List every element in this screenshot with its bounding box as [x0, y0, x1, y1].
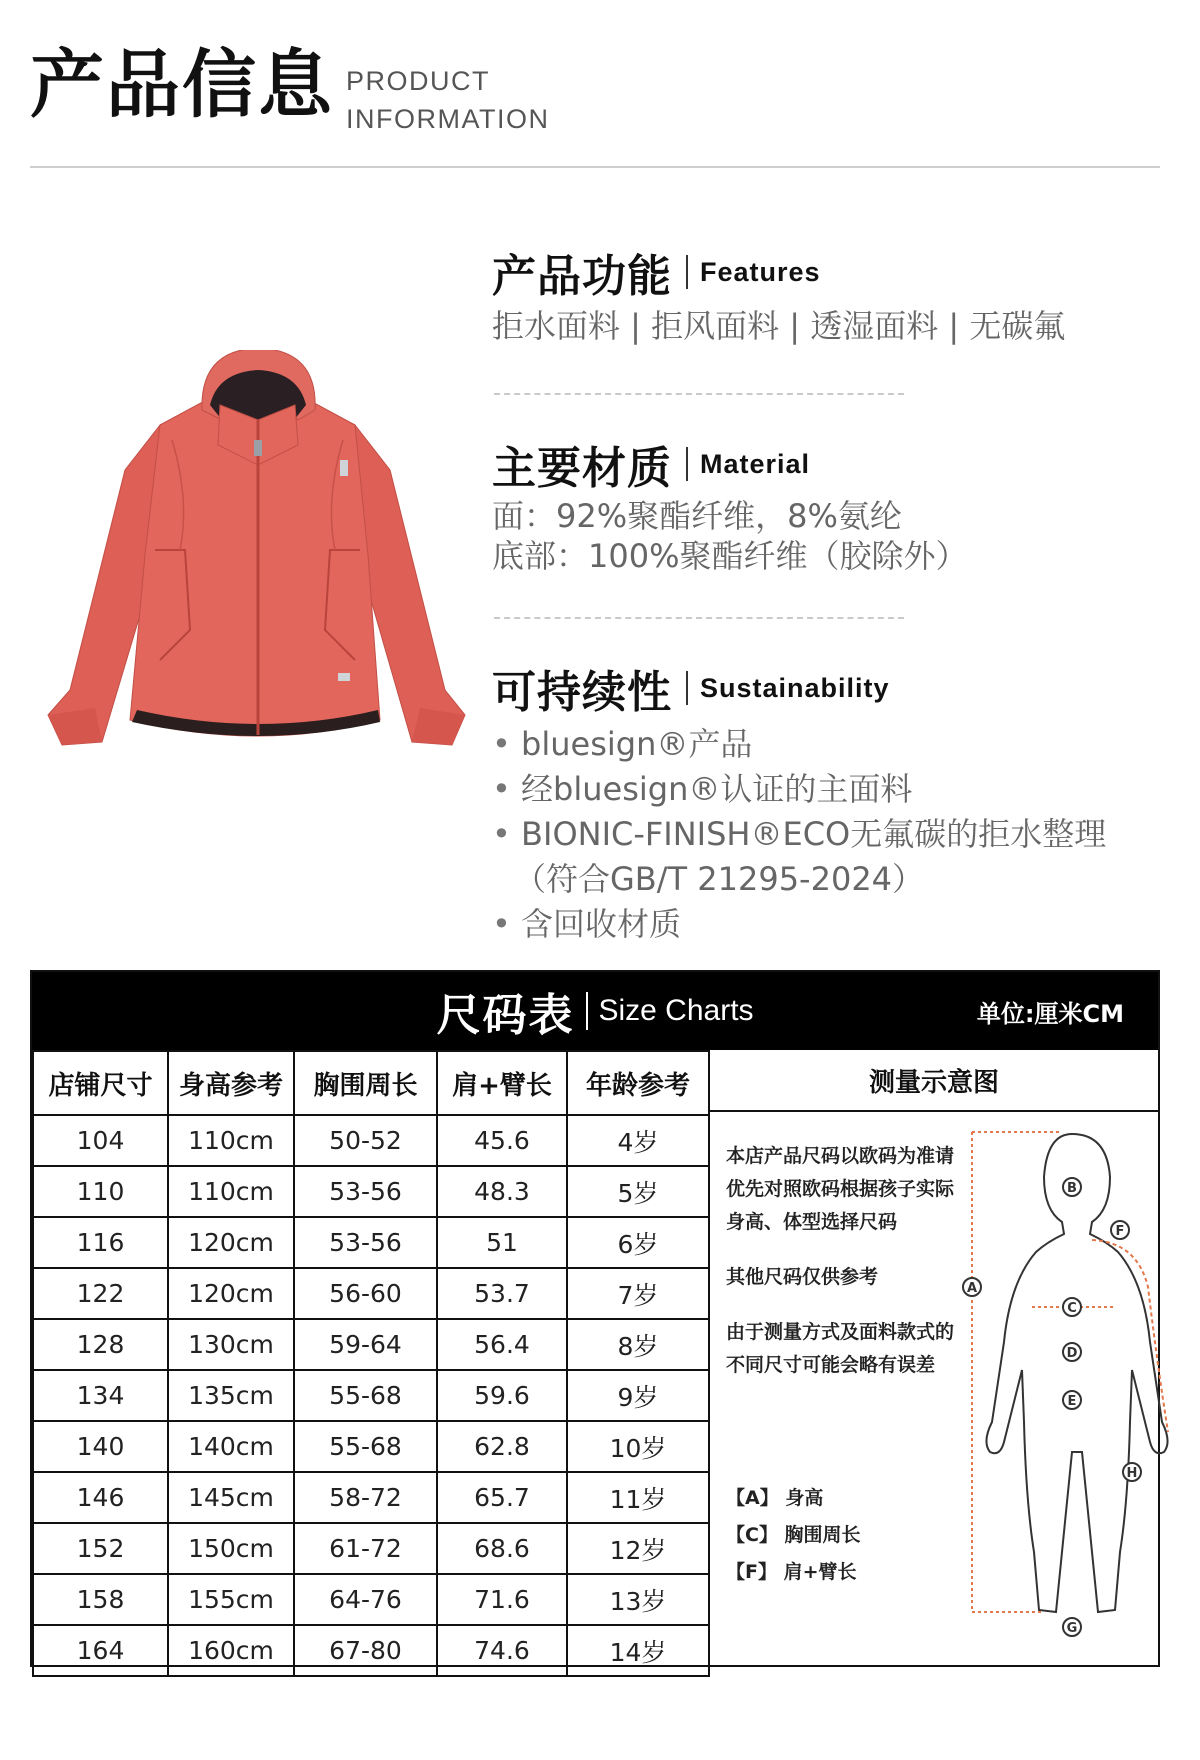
- column-header: 身高参考: [168, 1051, 294, 1115]
- table-row: [33, 1166, 709, 1217]
- table-cell: 12岁: [567, 1523, 709, 1574]
- title-separator: [586, 992, 588, 1030]
- marker-label: C: [1067, 1301, 1077, 1316]
- table-cell: 59-64: [294, 1319, 437, 1370]
- features-title-en: Features: [700, 256, 821, 287]
- material-section: [492, 436, 1172, 576]
- header-divider: [30, 166, 1160, 168]
- sustainability-section: [492, 660, 1172, 947]
- table-cell: 62.8: [437, 1421, 567, 1472]
- diagram-note: 本店产品尺码以欧码为准请优先对照欧码根据孩子实际身高、体型选择尺码: [726, 1145, 955, 1233]
- column-header: 年龄参考: [567, 1051, 709, 1115]
- section-divider: [494, 617, 904, 619]
- material-title-en: Material: [700, 448, 811, 479]
- legend-item: 【C】 胸围周长: [726, 1524, 861, 1546]
- table-cell: 71.6: [437, 1574, 567, 1625]
- table-cell: 67-80: [294, 1625, 437, 1676]
- table-cell: 68.6: [437, 1523, 567, 1574]
- size-chart-title: 尺码表: [436, 990, 575, 1041]
- table-cell: 135cm: [168, 1370, 294, 1421]
- table-row: [33, 1574, 709, 1625]
- table-cell: 13岁: [567, 1574, 709, 1625]
- table-cell: 146: [33, 1472, 168, 1523]
- legend-item: 【A】 身高: [726, 1487, 824, 1509]
- material-line-1: 面：92%聚酯纤维，8%氨纶: [492, 497, 902, 535]
- table-cell: 11岁: [567, 1472, 709, 1523]
- table-cell: 53.7: [437, 1268, 567, 1319]
- table-cell: 120cm: [168, 1268, 294, 1319]
- table-cell: 145cm: [168, 1472, 294, 1523]
- table-cell: 45.6: [437, 1115, 567, 1166]
- table-cell: 5岁: [567, 1166, 709, 1217]
- title-separator: [686, 671, 688, 705]
- table-cell: 74.6: [437, 1625, 567, 1676]
- table-cell: 140cm: [168, 1421, 294, 1472]
- table-cell: 158: [33, 1574, 168, 1625]
- page-title-en-line2: INFORMATION: [346, 104, 550, 134]
- size-chart: [30, 970, 1160, 1667]
- table-row: [33, 1115, 709, 1166]
- table-cell: 128: [33, 1319, 168, 1370]
- table-cell: 152: [33, 1523, 168, 1574]
- features-text: 拒水面料 | 拒风面料 | 透湿面料 | 无碳氟: [492, 307, 1066, 345]
- table-cell: 50-52: [294, 1115, 437, 1166]
- features-section: [492, 244, 1172, 346]
- table-cell: 51: [437, 1217, 567, 1268]
- section-divider: [494, 393, 904, 395]
- jacket-image: [40, 350, 470, 770]
- table-cell: 65.7: [437, 1472, 567, 1523]
- sustainability-item: • bluesign®产品: [492, 722, 1172, 767]
- size-table: [32, 1050, 710, 1677]
- diagram-legend: [726, 1480, 861, 1591]
- table-cell: 104: [33, 1115, 168, 1166]
- body-measurement-figure: [932, 1122, 1192, 1642]
- sustainability-item: • 经bluesign®认证的主面料: [492, 767, 1172, 812]
- table-cell: 110: [33, 1166, 168, 1217]
- marker-label: H: [1126, 1466, 1138, 1481]
- table-cell: 8岁: [567, 1319, 709, 1370]
- table-cell: 160cm: [168, 1625, 294, 1676]
- table-cell: 122: [33, 1268, 168, 1319]
- table-cell: 64-76: [294, 1574, 437, 1625]
- table-cell: 56.4: [437, 1319, 567, 1370]
- diagram-header: 测量示意图: [708, 1050, 1158, 1112]
- table-cell: 10岁: [567, 1421, 709, 1472]
- table-cell: 55-68: [294, 1421, 437, 1472]
- size-chart-header: [32, 972, 1158, 1050]
- table-row: [33, 1421, 709, 1472]
- table-cell: 7岁: [567, 1268, 709, 1319]
- table-cell: 6岁: [567, 1217, 709, 1268]
- size-chart-unit: 单位:厘米CM: [976, 1000, 1124, 1028]
- table-cell: 155cm: [168, 1574, 294, 1625]
- table-cell: 58-72: [294, 1472, 437, 1523]
- table-cell: 59.6: [437, 1370, 567, 1421]
- table-cell: 150cm: [168, 1523, 294, 1574]
- table-row: [33, 1268, 709, 1319]
- page-title-en-line1: PRODUCT: [346, 66, 490, 96]
- marker-label: E: [1067, 1394, 1077, 1409]
- column-header: 胸围周长: [294, 1051, 437, 1115]
- material-title: 主要材质: [492, 443, 672, 494]
- page-title-en: [346, 62, 549, 138]
- marker-label: G: [1066, 1621, 1078, 1636]
- table-cell: 56-60: [294, 1268, 437, 1319]
- legend-item: 【F】 肩+臂长: [726, 1561, 857, 1583]
- diagram-notes: [726, 1140, 956, 1404]
- table-cell: 53-56: [294, 1166, 437, 1217]
- table-cell: 48.3: [437, 1166, 567, 1217]
- marker-label: A: [966, 1281, 978, 1296]
- table-cell: 164: [33, 1625, 168, 1676]
- table-cell: 130cm: [168, 1319, 294, 1370]
- sustainability-item: • 含回收材质: [492, 902, 1172, 947]
- marker-label: F: [1115, 1224, 1125, 1239]
- table-row: [33, 1472, 709, 1523]
- table-cell: 55-68: [294, 1370, 437, 1421]
- page-title: 产品信息: [30, 42, 334, 128]
- marker-label: B: [1067, 1181, 1077, 1196]
- table-cell: 110cm: [168, 1166, 294, 1217]
- table-row: [33, 1370, 709, 1421]
- table-cell: 61-72: [294, 1523, 437, 1574]
- table-cell: 9岁: [567, 1370, 709, 1421]
- table-cell: 116: [33, 1217, 168, 1268]
- diagram-note: 由于测量方式及面料款式的不同尺寸可能会略有误差: [726, 1321, 955, 1376]
- marker-label: D: [1066, 1346, 1078, 1361]
- table-cell: 4岁: [567, 1115, 709, 1166]
- table-cell: 53-56: [294, 1217, 437, 1268]
- table-cell: 140: [33, 1421, 168, 1472]
- column-header: 肩+臂长: [437, 1051, 567, 1115]
- table-cell: 14岁: [567, 1625, 709, 1676]
- material-line-2: 底部：100%聚酯纤维（胶除外）: [492, 537, 968, 575]
- table-row: [33, 1523, 709, 1574]
- table-header-row: [33, 1051, 709, 1115]
- table-cell: 110cm: [168, 1115, 294, 1166]
- sustainability-item-cont: （符合GB/T 21295-2024）: [514, 860, 925, 898]
- table-row: [33, 1319, 709, 1370]
- diagram-note: 其他尺码仅供参考: [726, 1266, 879, 1288]
- table-cell: 120cm: [168, 1217, 294, 1268]
- table-row: [33, 1625, 709, 1676]
- sustainability-title: 可持续性: [492, 667, 672, 718]
- size-chart-title-en: Size Charts: [598, 994, 754, 1027]
- table-cell: 134: [33, 1370, 168, 1421]
- sustainability-item: • BIONIC-FINISH®ECO无氟碳的拒水整理: [492, 812, 1172, 857]
- title-separator: [686, 255, 688, 289]
- title-separator: [686, 447, 688, 481]
- features-title: 产品功能: [492, 251, 672, 302]
- column-header: 店铺尺寸: [33, 1051, 168, 1115]
- sustainability-title-en: Sustainability: [700, 672, 890, 703]
- table-row: [33, 1217, 709, 1268]
